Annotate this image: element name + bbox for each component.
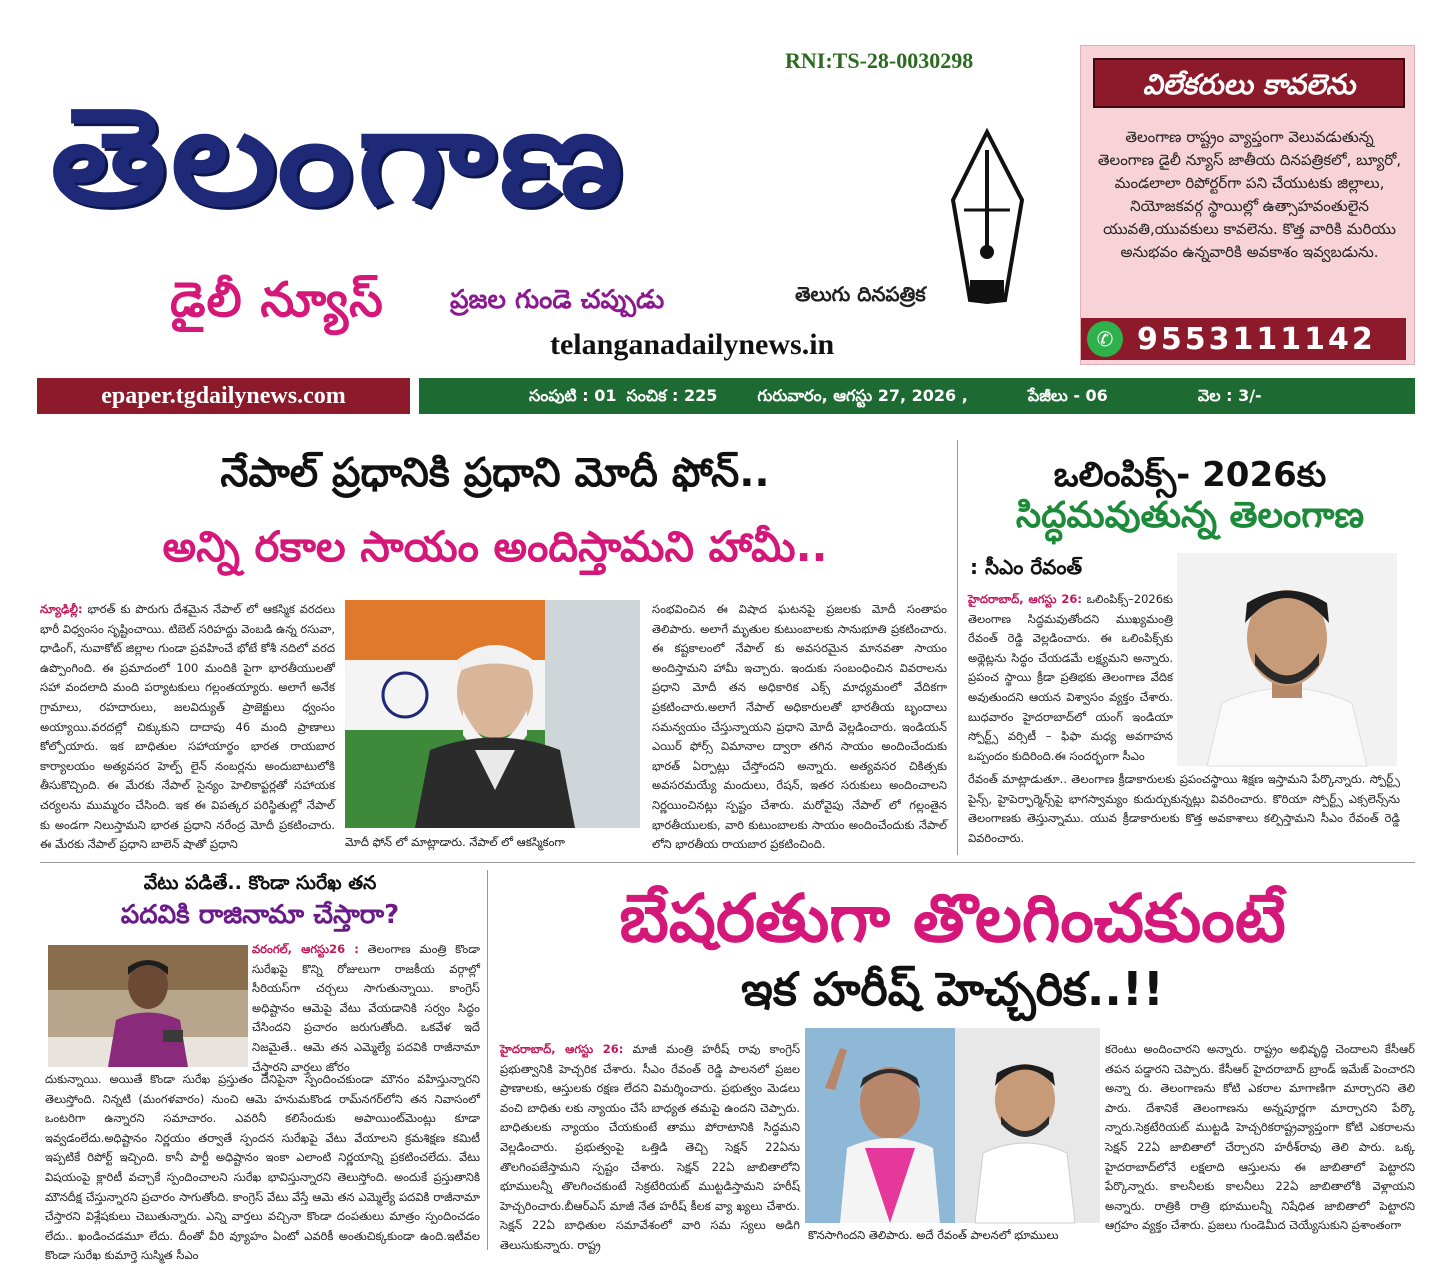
ad-phone-bar — [1081, 318, 1406, 360]
olympics-article-column — [968, 590, 1173, 770]
volume: సంపుటి : 01 — [529, 386, 617, 405]
harish-body-1: మాజీ మంత్రి హరీష్ రావు కాంగ్రెస్ ప్రభుత్వానికి హెచ్చరిక చేశారు. సీఎం రేవంత్ రెడ్డి పాలనలో ప్రజల ప్రాణాలకు, ఆస్తులకు రక్షణ లేదని విమర్శించారు. ప్రభుత్వం మెడలు వంచి బాధితు లకు న్యాయం చేసే బాధ్యత తమపై ఉందని చెప్పారు. బాధితులకు న్యాయం చేయకుంటే తాము పోరాటానికి సిద్ధమని వెల్లడించారు. ప్రభుత్వంపై ఒత్తిడి తెచ్చి సెక్షన్ 22ఏను తొలగింపజేస్తామని స్పష్టం చేశారు. సెక్షన్ 22ఏ జాబితాలోని భూములన్నీ తొలగించకుంటే సెక్రటేరియట్ ముట్టడిస్తామని హరీష్ హెచ్చరించారు.బీఆర్ఎస్ మాజీ నేత హరీష్ కీలక వ్యా ఖ్యలు చేశారు. సెక్షన్ 22ఏ బాధితుల సమావేశంలో వారి సమ స్యలు అడిగి తెలుసుకున్నారు. రాష్ట్ర — [500, 1042, 801, 1252]
reporters-wanted-ad — [1080, 45, 1415, 365]
ad-title: విలేకరులు కావలెను — [1093, 58, 1405, 108]
column-divider — [487, 870, 488, 1250]
issue: సంచిక : 225 — [626, 386, 718, 405]
konda-subheadline: పదవికి రాజినామా చేస్తారా? — [120, 900, 400, 930]
konda-headline: వేటు పడితే.. కొండా సురేఖ తన — [143, 872, 377, 894]
olympics-dateline: హైదరాబాద్, ఆగస్టు 26: — [968, 592, 1082, 606]
ad-text: తెలంగాణ రాష్ట్రం వ్యాప్తంగా వెలువడుతున్న తెలంగాణ డైలీ న్యూస్ జాతీయ దినపత్రికలో, బ్యూరో, మండలాలా రిపోర్టర్‌గా పని చేయుటకు జిల్లాలు, నియోజకవర్గ స్థాయిల్లో ఉత్సాహవంతులైన యువతి,యువకులు కావలెను. కొత్త వారికి మరియు అనుభవం ఉన్నవారికి అవకాశం ఇవ్వబడును. — [1097, 128, 1402, 261]
masthead — [0, 0, 1450, 420]
edition-info-bar — [419, 378, 1415, 414]
website-url[interactable]: telanganadailynews.in — [550, 328, 835, 361]
harish-dateline: హైదరాబాద్, ఆగస్టు 26: — [500, 1042, 624, 1056]
newspaper-subtitle: డైలీ న్యూస్ — [170, 272, 384, 328]
epaper-url[interactable]: epaper.tgdailynews.com — [37, 378, 410, 414]
konda-dateline: వరంగల్, ఆగస్టు26 : — [252, 942, 359, 956]
harish-photo-caption: కొనసాగిందని తెలిపారు. అదే రేవంత్ పాలనలో భూములు — [808, 1228, 1059, 1242]
telugu-daily-label: తెలుగు దినపత్రిక — [795, 282, 926, 306]
harish-subheadline: ఇక హరీష్ హెచ్చరిక..!! — [741, 962, 1164, 1016]
edition-date: గురువారం, ఆగస్టు 27, 2026 , — [757, 386, 968, 405]
newspaper-tagline: ప్రజల గుండె చప్పుడు — [450, 285, 665, 315]
section-divider — [40, 862, 1415, 863]
price: వెల : 3/- — [1197, 386, 1262, 405]
konda-article-column — [252, 940, 480, 1074]
nepal-article-column: సంభవించిన ఈ విషాద ఘటనపై ప్రజలకు మోదీ సంతాపం తెలిపారు. అలాగే మృతుల కుటుంబాలకు సానుభూతి ప్రకటించారు. ఈ కష్టకాలంలో నేపాల్ కు అవసరమైన మానవతా సాయం అందిస్తామని హామీ ఇచ్చారు. ఇందుకు సంబంధించిన వివరాలను ప్రధాని మోదీ తన అధికారిక ఎక్స్ మాధ్యమంలో వేదికగా ప్రకటించారు.అలాగే నేపాల్ అధికారులతో భారతీయ బృందాలు సమన్వయం చేస్తున్నాయని ప్రధాని మోదీ వెల్లడించారు. ఇండియన్ ఎయిర్ ఫోర్స్ విమానాల ద్వారా తగిన సాయం అందించేందుకు భారత్ ఏర్పాట్లు చేస్తోందని అన్నారు. అత్యవసర చికిత్సకు అవసరమయ్యే మందులు, రేషన్, ఇతర సరుకులు అందించాలని నిర్ణయించినట్లు స్పష్టం చేశారు. మరోవైపు నేపాల్ లో గల్లంతైన భారతీయులకు, వారి కుటుంబాలకు సాయం అందించేందుకు నేపాల్ లోని భారతీయ రాయబార ప్రకటించింది. — [652, 602, 947, 852]
konda-article-column: దుకున్నాయి. అయితే కొండా సురేఖ ప్రస్తుతం దేనిపైనా స్పందించకుండా మౌనం వహిస్తున్నారని తెలుస్తోంది. నిన్నటి (మంగళవారం) నుంచి ఆమె హనుమకొండ రామ్‌నగర్‌లోని తన నివాసంలో ఒంటరిగా ఉన్నారని సమాచారం. ఎవరినీ కలిసేందుకు అపాయింట్‌మెంట్లు కూడా ఇవ్వడంలేదు.అధిష్టానం నిర్ణయం తర్వాతే స్పందన సురేఖపై వేటు వేయాలని క్రమశిక్షణ కమిటీ ఇప్పటికే రిపోర్ట్ ఇచ్చింది. కానీ పార్టీ అధిష్టానం ఇంకా ఎలాంటి నిర్ణయాన్ని ప్రకటించలేదు. వేటు విషయంపై క్లారిటీ వచ్చాకే స్పందించాలని సురేఖ భావిస్తున్నారని తెలుస్తోంది. అందుకే ప్రస్తుతానికి మౌనదీక్ష చేస్తున్నారని ప్రచారం సాగుతోంది. కాంగ్రెస్ వేటు వేస్తే ఆమె తన ఎమ్మెల్యే పదవికి రాజీనామా చేస్తారని విశ్లేషకులు చెబుతున్నారు. ఎన్ని వార్తలు వచ్చినా కొండా దంపతులు మాత్రం స్పందించడం లేదు.. ఖండించడమూ లేదు. దీంతో వీరి వ్యూహం ఏంటో ఎవరికీ అంతుచిక్కకుండా ఉంది.ఇటీవల కొండా సురేఖ కుమార్తె సుస్మిత సీఎం — [45, 1072, 480, 1263]
page-count: పేజీలు - 06 — [1027, 386, 1108, 405]
rni-number: RNI:TS-28-0030298 — [785, 48, 974, 73]
olympics-headline: ఒలింపిక్స్- 2026కు — [1053, 455, 1327, 495]
olympics-article-column: రేవంత్ మాట్లాడుతూ.. తెలంగాణ క్రీడాకారులకు ప్రపంచస్థాయి శిక్షణ ఇస్తామని పేర్కొన్నారు. స్పోర్ట్స్ పైన్స్, హైపెర్ఫార్మెన్స్‌పై భాగస్వామ్యం కుదుర్చుకున్నట్లు వివరించారు. కొరియా స్పోర్ట్స్ ఎక్సలెన్స్‌ను తెలంగాణకు తెస్తున్నాము. యువ క్రీడాకారులకు కొత్త అవకాశాలు కల్పిస్తామని సీఎం రేవంత్ రెడ్డి వివరించారు. — [968, 772, 1400, 845]
newspaper-logo: తెలంగాణ — [50, 79, 628, 236]
revanth-photo — [1177, 553, 1397, 766]
nepal-subheadline: అన్ని రకాల సాయం అందిస్తామని హామీ.. — [162, 522, 828, 571]
olympics-subheadline: సిద్ధమవుతున్న తెలంగాణ — [1015, 495, 1365, 536]
nepal-article-column — [40, 600, 335, 860]
fountain-pen-icon — [950, 130, 1025, 305]
konda-surekha-photo — [48, 945, 248, 1067]
nepal-body-1: భారత్ కు పొరుగు దేశమైన నేపాల్ లో ఆకస్మిక వరదలు భారీ విధ్వంసం సృష్టించాయి. టిబెట్ సరిహద్దు వెంబడి ఉన్న రసువా, ధాడింగ్, నువాకోట్ జిల్లాల గుండా ప్రవహించే భోటే కోశీ నదిలో వరద ఉప్పొంగింది. ఈ ప్రమాదంలో 100 మందికి పైగా భారతీయులతో సహా వందలాది మంది పర్యాటకులు గల్లంతయ్యారు. అలాగే అనేక గ్రామాలు, రహదారులు, జలవిద్యుత్ ప్రాజెక్టులు ధ్వంసం అయ్యాయి.వరదల్లో చిక్కుకుని దాదాపు 46 మంది ప్రాణాలు కోల్పోయారు. ఇక బాధితుల సహాయార్థం భారత రాయబార కార్యాలయం అత్యవసర హెల్ప్ లైన్ నంబర్లను అందుబాటులోకి తీసుకొచ్చింది. ఈ మేరకు నేపాల్ సైన్యం హెలికాప్టర్లతో సహాయక చర్యలను ముమ్మరం చేసింది. ఇక ఈ విపత్కర పరిస్థితుల్లో నేపాల్ కు అండగా నిలుస్తామని భారత ప్రధాని నరేంద్ర మోదీ ప్రకటించారు. ఈ మేరకు నేపాల్ ప్రధాని బాలెన్ షాతో ప్రధాని — [40, 602, 335, 852]
harish-headline: బేషరతుగా తొలగించకుంటే — [619, 880, 1286, 957]
konda-body-1: తెలంగాణ మంత్రి కొండా సురేఖపై కొన్ని రోజులుగా రాజకీయ వర్గాల్లో సీరియస్‌గా చర్చలు సాగుతున్నాయి. కాంగ్రెస్ అధిష్టానం ఆమెపై వేటు వేయడానికి సర్వం సిద్ధం చేసిందని ప్రచారం జరుగుతోంది. ఒకవేళ ఇదే నిజమైతే.. ఆమె తన ఎమ్మెల్యే పదవికి రాజీనామా చేస్తారని వార్తలు జోరం — [252, 942, 480, 1074]
column-divider — [957, 440, 958, 855]
phone-icon: ✆ — [1087, 321, 1123, 357]
harish-article-column: కరెంటు అందించారని అన్నారు. రాష్ట్రం అభివృద్ధి చెందాలని కేసీఆర్ తపన పడ్డారని చెప్పారు. కేసీఆర్ హైదరాబాద్ బ్రాండ్ ఇమేజ్ పెంచారని అన్నా రు. తెలంగాణను కోటి ఎకరాల మాగాణిగా మార్చారని తెలి పారు. దేశానికే తెలంగాణను అన్నపూర్ణగా మార్చారని పేర్కొ న్నారు.సెక్రటేరియట్ ముట్టడి హెచ్చరికరాష్ట్రవ్యాప్తంగా కోటి ఎకరాలను సెక్షన్ 22ఏ జాబితాలో చేర్చారని హరీశ్‌రావు తెలి పారు. ఒక్క హైదరాబాద్‌లోనే లక్షలాది ఆస్తులను ఈ జాబితాలో పెట్టారని పేర్కొన్నారు. కాలనీలకు కాలనీలు 22ఏ జాబితాలోకి వెళ్లాయని అన్నారు. రాత్రికి రాత్రి భూములన్నీ నిషేధిత జాబితాలో పెట్టారని ఆగ్రహం వ్యక్తం చేశారు. ప్రజలు గుండెమీద చెయ్యేసుకుని ప్రశాంతంగా — [1105, 1042, 1415, 1233]
nepal-dateline: న్యూఢిల్లీ: — [40, 602, 83, 616]
nepal-photo-caption: మోదీ ఫోన్ లో మాట్లాడారు. నేపాల్ లో ఆకస్మికంగా — [345, 835, 566, 849]
modi-photo — [345, 600, 640, 828]
harish-revanth-photo — [805, 1028, 1100, 1223]
ad-phone-number[interactable]: 9553111142 — [1137, 321, 1376, 357]
olympics-body-1: ఒలింపిక్స్–2026కు తెలంగాణ సిద్ధమవుతోందని ముఖ్యమంత్రి రేవంత్ రెడ్డి వెల్లడించారు. ఈ ఒలింపిక్స్‌కు అథ్లెట్లను సిద్ధం చేయడమే లక్ష్యమని అన్నారు. ప్రపంచ స్థాయి క్రీడా ప్రతిభకు తెలంగాణ వేదిక అవుతుందని ఆయన విశ్వాసం వ్యక్తం చేశారు. బుధవారం హైదరాబాద్‌లో యంగ్ ఇండియా స్పోర్ట్స్ వర్సిటీ – ఫిఫా మధ్య అవగాహన ఒప్పందం కుదిరింది.ఈ సందర్భంగా సీఎం — [968, 592, 1174, 763]
nepal-headline: నేపాల్ ప్రధానికి ప్రధాని మోదీ ఫోన్.. — [220, 450, 770, 496]
olympics-byline: : సీఎం రేవంత్ — [970, 555, 1083, 579]
harish-article-column — [500, 1040, 800, 1250]
